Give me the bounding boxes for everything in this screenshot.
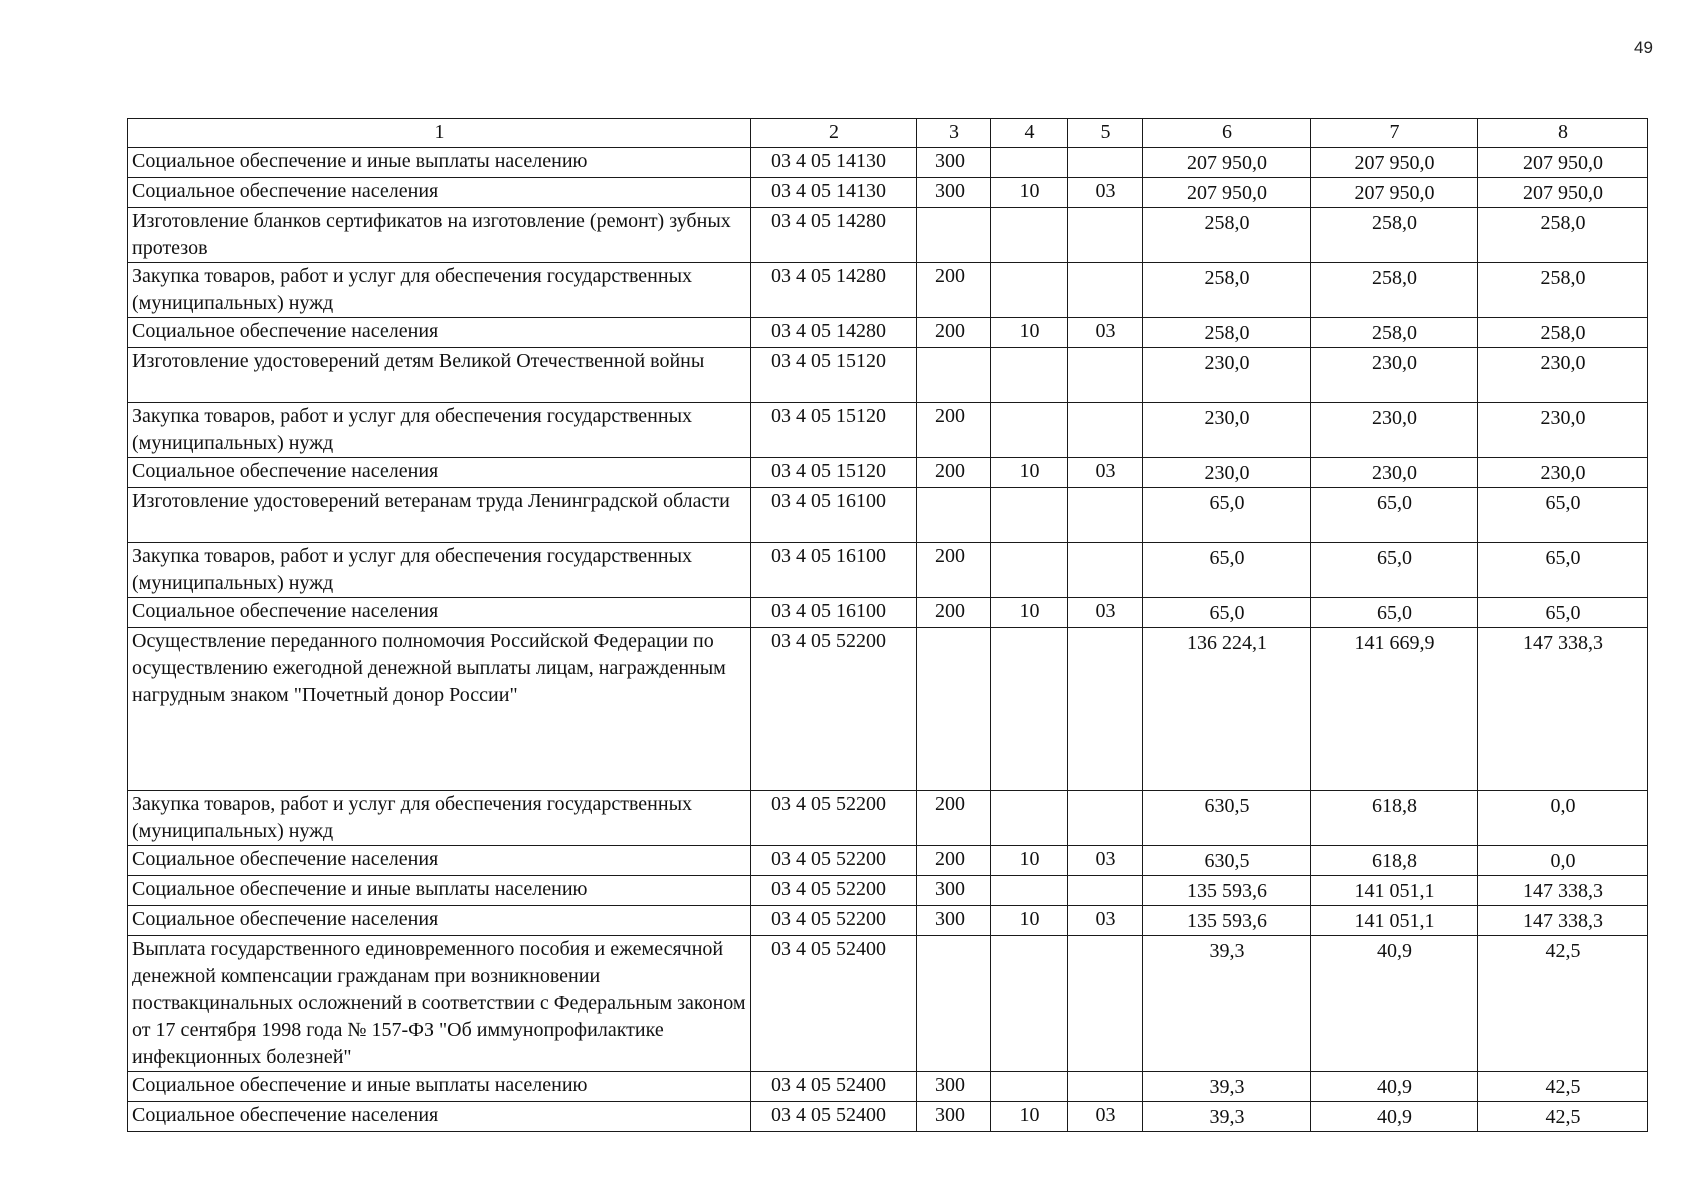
amount-value: 207 950,0 [1523, 152, 1603, 174]
target-code-cell: 03 4 05 16100 [751, 543, 917, 598]
subsection-cell [1068, 876, 1143, 906]
expense-type-cell: 200 [917, 403, 991, 458]
amount-value: 207 950,0 [1354, 152, 1435, 174]
amount-value: 42,5 [1545, 940, 1581, 962]
amount-cell-col7 [1311, 318, 1478, 348]
table-row [128, 791, 1648, 846]
amount-value: 230,0 [1204, 462, 1250, 484]
amount-value: 65,0 [1209, 547, 1245, 569]
amount-cell-col6 [1143, 263, 1311, 318]
table-row [128, 628, 1648, 791]
amount-cell-col6 [1143, 348, 1311, 403]
target-code-cell: 03 4 05 14280 [751, 208, 917, 263]
table-header-row [128, 119, 1648, 148]
subsection-cell [1068, 936, 1143, 1072]
target-code-cell: 03 4 05 14130 [751, 178, 917, 208]
amount-cell-col8 [1478, 846, 1648, 876]
amount-cell-col7 [1311, 348, 1478, 403]
column-header: 6 [1143, 119, 1311, 148]
amount-value: 65,0 [1377, 547, 1412, 569]
amount-value: 42,5 [1545, 1106, 1581, 1128]
subsection-cell [1068, 1072, 1143, 1102]
section-cell: 10 [991, 178, 1068, 208]
amount-value: 65,0 [1545, 492, 1581, 514]
amount-value: 258,0 [1204, 212, 1250, 234]
item-name-cell: Социальное обеспечение и иные выплаты населению [128, 148, 751, 178]
amount-value: 39,3 [1209, 940, 1245, 962]
amount-cell-col6 [1143, 791, 1311, 846]
amount-value: 135 593,6 [1187, 880, 1267, 902]
amount-cell-col6 [1143, 906, 1311, 936]
expense-type-cell: 200 [917, 458, 991, 488]
table-row [128, 1072, 1648, 1102]
column-header: 3 [917, 119, 991, 148]
table-row [128, 846, 1648, 876]
target-code-cell: 03 4 05 14280 [751, 318, 917, 348]
subsection-cell: 03 [1068, 458, 1143, 488]
amount-cell-col8 [1478, 1072, 1648, 1102]
amount-cell-col8 [1478, 208, 1648, 263]
subsection-cell [1068, 488, 1143, 543]
section-cell [991, 488, 1068, 543]
table-row [128, 1102, 1648, 1132]
amount-value: 147 338,3 [1523, 880, 1603, 902]
section-cell [991, 628, 1068, 791]
expense-type-cell: 300 [917, 178, 991, 208]
amount-cell-col6 [1143, 403, 1311, 458]
expense-type-cell: 300 [917, 1102, 991, 1132]
item-name-cell: Социальное обеспечение населения [128, 1102, 751, 1132]
item-name-cell: Социальное обеспечение населения [128, 846, 751, 876]
amount-cell-col7 [1311, 263, 1478, 318]
amount-cell-col8 [1478, 403, 1648, 458]
item-name-cell: Социальное обеспечение населения [128, 318, 751, 348]
amount-cell-col8 [1478, 458, 1648, 488]
subsection-cell [1068, 403, 1143, 458]
amount-cell-col7 [1311, 543, 1478, 598]
amount-value: 65,0 [1209, 602, 1245, 624]
amount-value: 39,3 [1209, 1076, 1245, 1098]
amount-cell-col7 [1311, 791, 1478, 846]
expense-type-cell: 200 [917, 846, 991, 876]
section-cell [991, 208, 1068, 263]
amount-value: 141 051,1 [1354, 910, 1435, 932]
section-cell [991, 876, 1068, 906]
amount-value: 230,0 [1372, 352, 1417, 374]
item-name-cell: Социальное обеспечение и иные выплаты населению [128, 876, 751, 906]
amount-value: 65,0 [1377, 602, 1412, 624]
section-cell: 10 [991, 846, 1068, 876]
amount-cell-col8 [1478, 348, 1648, 403]
item-name-cell: Изготовление бланков сертификатов на изготовление (ремонт) зубных протезов [128, 208, 751, 263]
target-code-cell: 03 4 05 14280 [751, 263, 917, 318]
amount-cell-col6 [1143, 1072, 1311, 1102]
target-code-cell: 03 4 05 52200 [751, 906, 917, 936]
column-header: 2 [751, 119, 917, 148]
amount-value: 65,0 [1209, 492, 1245, 514]
amount-cell-col7 [1311, 906, 1478, 936]
expense-type-cell: 200 [917, 598, 991, 628]
amount-cell-col7 [1311, 458, 1478, 488]
amount-value: 230,0 [1372, 407, 1417, 429]
target-code-cell: 03 4 05 15120 [751, 403, 917, 458]
expense-type-cell: 200 [917, 791, 991, 846]
expense-type-cell [917, 208, 991, 263]
table-row [128, 148, 1648, 178]
table-row [128, 263, 1648, 318]
amount-value: 147 338,3 [1523, 632, 1603, 654]
item-name-cell: Социальное обеспечение населения [128, 178, 751, 208]
table-row [128, 598, 1648, 628]
amount-cell-col6 [1143, 846, 1311, 876]
amount-cell-col8 [1478, 628, 1648, 791]
table-row [128, 403, 1648, 458]
amount-cell-col8 [1478, 936, 1648, 1072]
expense-type-cell: 200 [917, 543, 991, 598]
target-code-cell: 03 4 05 15120 [751, 458, 917, 488]
amount-cell-col8 [1478, 318, 1648, 348]
expense-type-cell [917, 628, 991, 791]
subsection-cell [1068, 263, 1143, 318]
amount-cell-col6 [1143, 488, 1311, 543]
expense-type-cell: 300 [917, 906, 991, 936]
column-header: 1 [128, 119, 751, 148]
amount-value: 0,0 [1550, 850, 1576, 872]
amount-cell-col7 [1311, 488, 1478, 543]
section-cell: 10 [991, 318, 1068, 348]
expense-type-cell [917, 348, 991, 403]
amount-cell-col7 [1311, 598, 1478, 628]
amount-cell-col7 [1311, 846, 1478, 876]
item-name-cell: Социальное обеспечение и иные выплаты населению [128, 1072, 751, 1102]
amount-cell-col7 [1311, 178, 1478, 208]
amount-value: 258,0 [1372, 267, 1417, 289]
section-cell [991, 936, 1068, 1072]
section-cell [991, 148, 1068, 178]
amount-cell-col6 [1143, 1102, 1311, 1132]
amount-value: 141 051,1 [1354, 880, 1435, 902]
expense-type-cell: 200 [917, 318, 991, 348]
table-row [128, 543, 1648, 598]
amount-cell-col8 [1478, 876, 1648, 906]
expense-type-cell: 300 [917, 148, 991, 178]
table-row [128, 906, 1648, 936]
amount-cell-col6 [1143, 598, 1311, 628]
subsection-cell [1068, 148, 1143, 178]
amount-cell-col8 [1478, 1102, 1648, 1132]
subsection-cell: 03 [1068, 846, 1143, 876]
amount-cell-col8 [1478, 791, 1648, 846]
subsection-cell: 03 [1068, 178, 1143, 208]
target-code-cell: 03 4 05 52200 [751, 846, 917, 876]
amount-cell-col7 [1311, 1072, 1478, 1102]
amount-cell-col6 [1143, 318, 1311, 348]
item-name-cell: Осуществление переданного полномочия Российской Федерации по осуществлению ежегодной денежной выплаты лицам, награжденным нагрудным знаком "Почетный донор России" [128, 628, 751, 791]
amount-value: 258,0 [1540, 212, 1586, 234]
amount-value: 630,5 [1204, 850, 1250, 872]
amount-value: 65,0 [1377, 492, 1412, 514]
amount-cell-col7 [1311, 148, 1478, 178]
amount-value: 258,0 [1372, 212, 1417, 234]
item-name-cell: Изготовление удостоверений ветеранам труда Ленинградской области [128, 488, 751, 543]
column-header: 5 [1068, 119, 1143, 148]
amount-cell-col6 [1143, 628, 1311, 791]
amount-value: 230,0 [1204, 407, 1250, 429]
amount-value: 618,8 [1372, 850, 1417, 872]
amount-cell-col7 [1311, 403, 1478, 458]
amount-value: 258,0 [1204, 267, 1250, 289]
column-header: 7 [1311, 119, 1478, 148]
section-cell [991, 543, 1068, 598]
section-cell: 10 [991, 1102, 1068, 1132]
amount-cell-col6 [1143, 178, 1311, 208]
amount-value: 230,0 [1372, 462, 1417, 484]
amount-value: 207 950,0 [1187, 182, 1267, 204]
amount-value: 258,0 [1540, 267, 1586, 289]
amount-value: 258,0 [1372, 322, 1417, 344]
amount-value: 258,0 [1204, 322, 1250, 344]
amount-cell-col7 [1311, 936, 1478, 1072]
expense-type-cell: 200 [917, 263, 991, 318]
item-name-cell: Изготовление удостоверений детям Великой Отечественной войны [128, 348, 751, 403]
subsection-cell: 03 [1068, 318, 1143, 348]
section-cell [991, 403, 1068, 458]
amount-value: 230,0 [1540, 462, 1586, 484]
subsection-cell [1068, 543, 1143, 598]
amount-value: 40,9 [1377, 940, 1412, 962]
amount-cell-col8 [1478, 148, 1648, 178]
item-name-cell: Закупка товаров, работ и услуг для обеспечения государственных (муниципальных) нужд [128, 403, 751, 458]
amount-cell-col8 [1478, 178, 1648, 208]
target-code-cell: 03 4 05 16100 [751, 488, 917, 543]
section-cell: 10 [991, 906, 1068, 936]
amount-value: 147 338,3 [1523, 910, 1603, 932]
page-number: 49 [1634, 38, 1653, 57]
column-header: 4 [991, 119, 1068, 148]
amount-cell-col6 [1143, 208, 1311, 263]
amount-cell-col6 [1143, 936, 1311, 1072]
subsection-cell [1068, 348, 1143, 403]
table-row [128, 488, 1648, 543]
amount-value: 258,0 [1540, 322, 1586, 344]
target-code-cell: 03 4 05 52200 [751, 791, 917, 846]
target-code-cell: 03 4 05 15120 [751, 348, 917, 403]
item-name-cell: Социальное обеспечение населения [128, 598, 751, 628]
amount-value: 141 669,9 [1354, 632, 1435, 654]
table-row [128, 318, 1648, 348]
table-row [128, 876, 1648, 906]
table-row [128, 348, 1648, 403]
amount-cell-col8 [1478, 263, 1648, 318]
section-cell [991, 791, 1068, 846]
subsection-cell [1068, 628, 1143, 791]
amount-value: 230,0 [1540, 407, 1586, 429]
amount-value: 207 950,0 [1523, 182, 1603, 204]
section-cell [991, 1072, 1068, 1102]
amount-cell-col7 [1311, 876, 1478, 906]
amount-value: 618,8 [1372, 795, 1417, 817]
target-code-cell: 03 4 05 14130 [751, 148, 917, 178]
target-code-cell: 03 4 05 52400 [751, 1102, 917, 1132]
subsection-cell [1068, 208, 1143, 263]
section-cell: 10 [991, 458, 1068, 488]
target-code-cell: 03 4 05 52200 [751, 876, 917, 906]
section-cell [991, 263, 1068, 318]
item-name-cell: Закупка товаров, работ и услуг для обеспечения государственных (муниципальных) нужд [128, 263, 751, 318]
item-name-cell: Выплата государственного единовременного пособия и ежемесячной денежной компенсации гражданам при возникновении поствакцинальных осложнений в соответствии с Федеральным законом от 17 сентября 1998 года № 157-ФЗ "Об иммунопрофилактике инфекционных болезней" [128, 936, 751, 1072]
amount-value: 40,9 [1377, 1076, 1412, 1098]
amount-value: 0,0 [1550, 795, 1576, 817]
item-name-cell: Социальное обеспечение населения [128, 906, 751, 936]
target-code-cell: 03 4 05 16100 [751, 598, 917, 628]
amount-cell-col6 [1143, 543, 1311, 598]
target-code-cell: 03 4 05 52400 [751, 1072, 917, 1102]
amount-cell-col7 [1311, 208, 1478, 263]
amount-value: 135 593,6 [1187, 910, 1267, 932]
amount-cell-col7 [1311, 628, 1478, 791]
expense-type-cell [917, 936, 991, 1072]
subsection-cell: 03 [1068, 598, 1143, 628]
subsection-cell: 03 [1068, 906, 1143, 936]
expense-type-cell: 300 [917, 876, 991, 906]
amount-value: 136 224,1 [1187, 632, 1267, 654]
amount-value: 630,5 [1204, 795, 1250, 817]
table-row [128, 458, 1648, 488]
item-name-cell: Закупка товаров, работ и услуг для обеспечения государственных (муниципальных) нужд [128, 791, 751, 846]
subsection-cell [1068, 791, 1143, 846]
expense-type-cell [917, 488, 991, 543]
amount-value: 230,0 [1204, 352, 1250, 374]
amount-value: 40,9 [1377, 1106, 1412, 1128]
subsection-cell: 03 [1068, 1102, 1143, 1132]
budget-table [127, 118, 1648, 1132]
item-name-cell: Закупка товаров, работ и услуг для обеспечения государственных (муниципальных) нужд [128, 543, 751, 598]
amount-cell-col8 [1478, 488, 1648, 543]
amount-cell-col7 [1311, 1102, 1478, 1132]
column-header: 8 [1478, 119, 1648, 148]
amount-cell-col8 [1478, 906, 1648, 936]
amount-value: 65,0 [1545, 602, 1581, 624]
table-row [128, 936, 1648, 1072]
amount-cell-col6 [1143, 458, 1311, 488]
amount-value: 39,3 [1209, 1106, 1245, 1128]
amount-value: 42,5 [1545, 1076, 1581, 1098]
amount-value: 230,0 [1540, 352, 1586, 374]
target-code-cell: 03 4 05 52200 [751, 628, 917, 791]
amount-cell-col8 [1478, 543, 1648, 598]
table-row [128, 208, 1648, 263]
item-name-cell: Социальное обеспечение населения [128, 458, 751, 488]
amount-cell-col6 [1143, 876, 1311, 906]
amount-value: 65,0 [1545, 547, 1581, 569]
amount-value: 207 950,0 [1354, 182, 1435, 204]
section-cell [991, 348, 1068, 403]
amount-cell-col8 [1478, 598, 1648, 628]
amount-value: 207 950,0 [1187, 152, 1267, 174]
amount-cell-col6 [1143, 148, 1311, 178]
expense-type-cell: 300 [917, 1072, 991, 1102]
target-code-cell: 03 4 05 52400 [751, 936, 917, 1072]
section-cell: 10 [991, 598, 1068, 628]
table-row [128, 178, 1648, 208]
